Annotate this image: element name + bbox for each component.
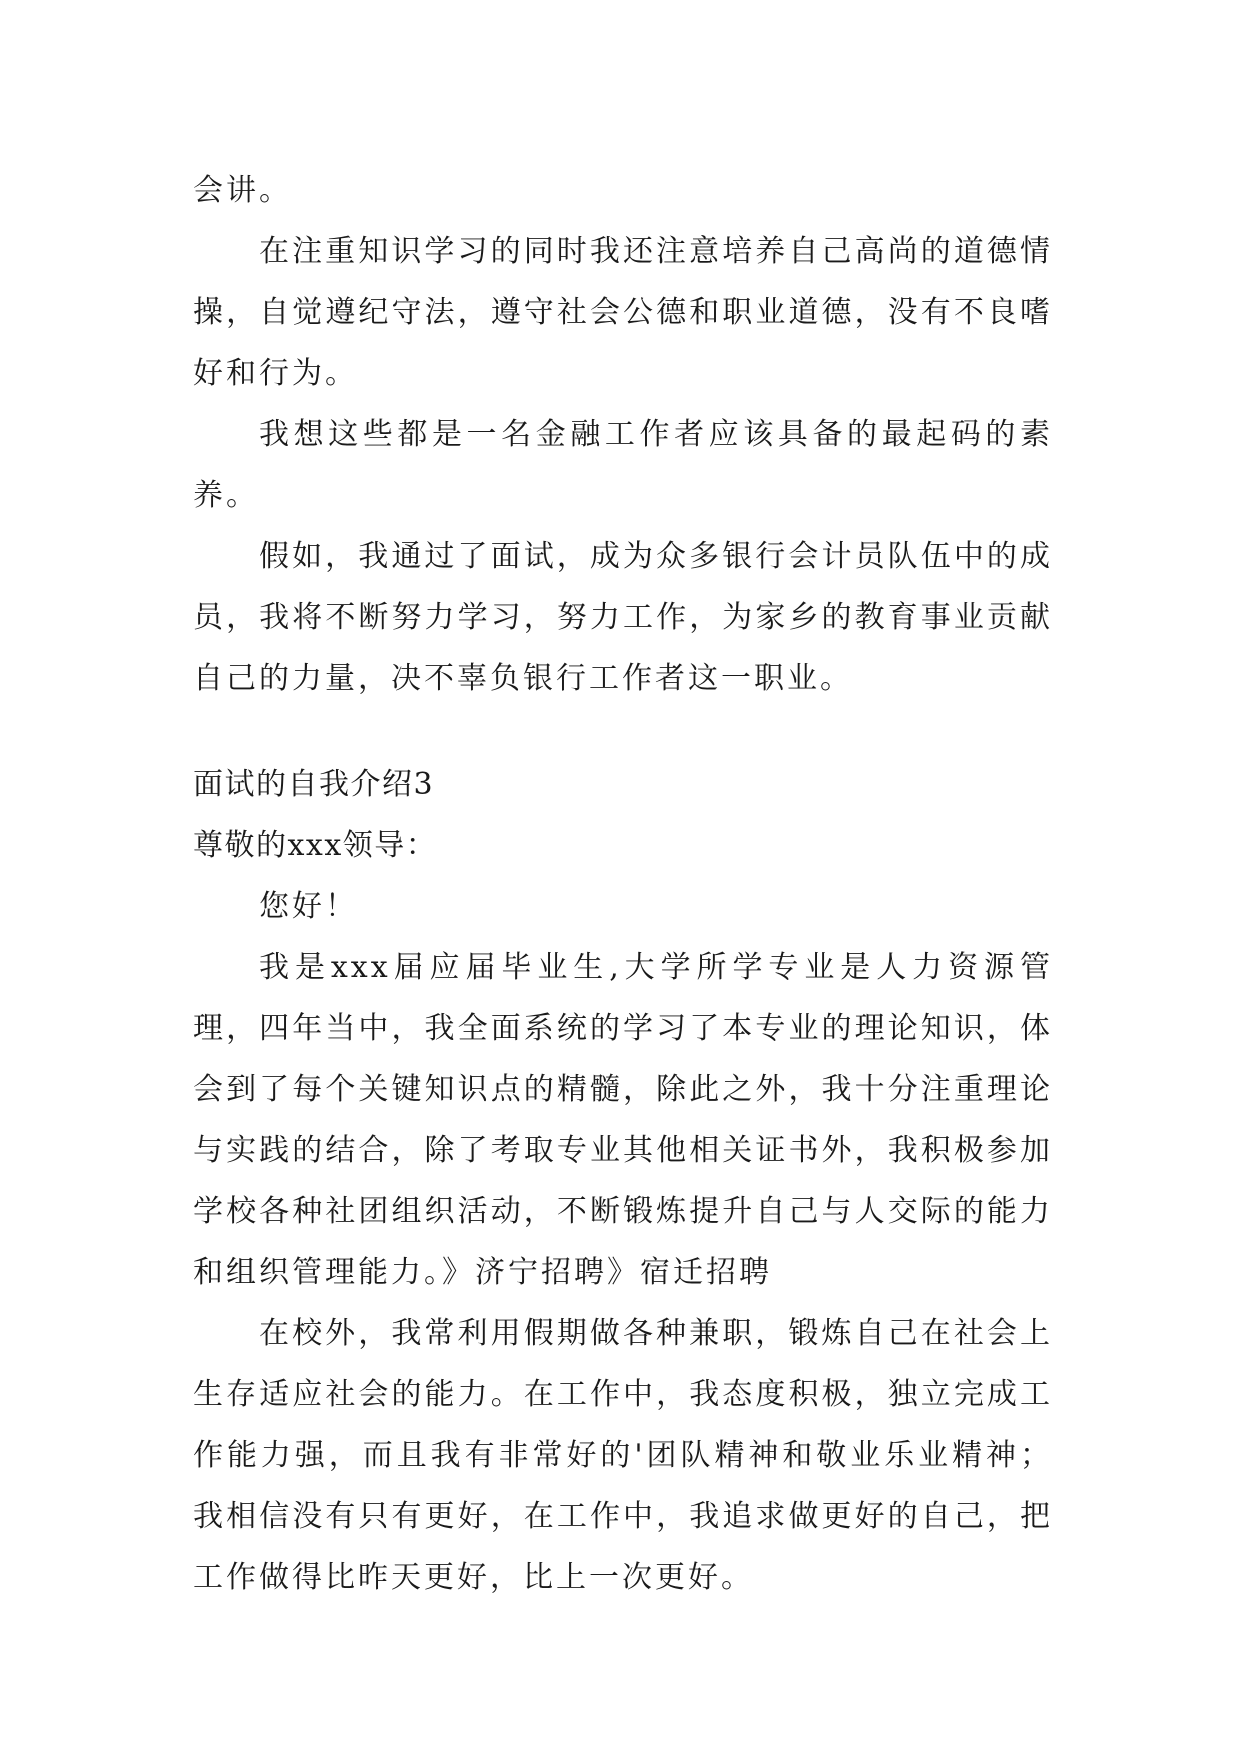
section-title: 面试的自我介绍3	[193, 767, 435, 802]
document-body	[193, 160, 1053, 1608]
salutation: 尊敬的xxx领导：	[193, 828, 438, 863]
paragraph-moral-character: 在注重知识学习的同时我还注意培养自己高尚的道德情操，自觉遵纪守法，遵守社会公德和职业道德，没有不良嗜好和行为。	[193, 234, 1053, 391]
greeting: 您好！	[259, 889, 358, 924]
paragraph-part-time-work: 在校外，我常利用假期做各种兼职，锻炼自己在社会上生存适应社会的能力。在工作中，我态度积极，独立完成工作能力强，而且我有非常好的'团队精神和敬业乐业精神；我相信没有只有更好，在工作中，我追求做更好的自己，把工作做得比昨天更好，比上一次更好。	[193, 1316, 1053, 1595]
paragraph-if-hired: 假如，我通过了面试，成为众多银行会计员队伍中的成员，我将不断努力学习，努力工作，为家乡的教育事业贡献自己的力量，决不辜负银行工作者这一职业。	[193, 539, 1053, 696]
paragraph-finance-qualities: 我想这些都是一名金融工作者应该具备的最起码的素养。	[193, 417, 1053, 513]
paragraph-continuation: 会讲。	[193, 173, 292, 208]
paragraph-education: 我是xxx届应届毕业生,大学所学专业是人力资源管理，四年当中，我全面系统的学习了本专业的理论知识，体会到了每个关键知识点的精髓，除此之外，我十分注重理论与实践的结合，除了考取专业其他相关证书外，我积极参加学校各种社团组织活动，不断锻炼提升自己与人交际的能力和组织管理能力。》济宁招聘》宿迁招聘	[193, 950, 1053, 1290]
